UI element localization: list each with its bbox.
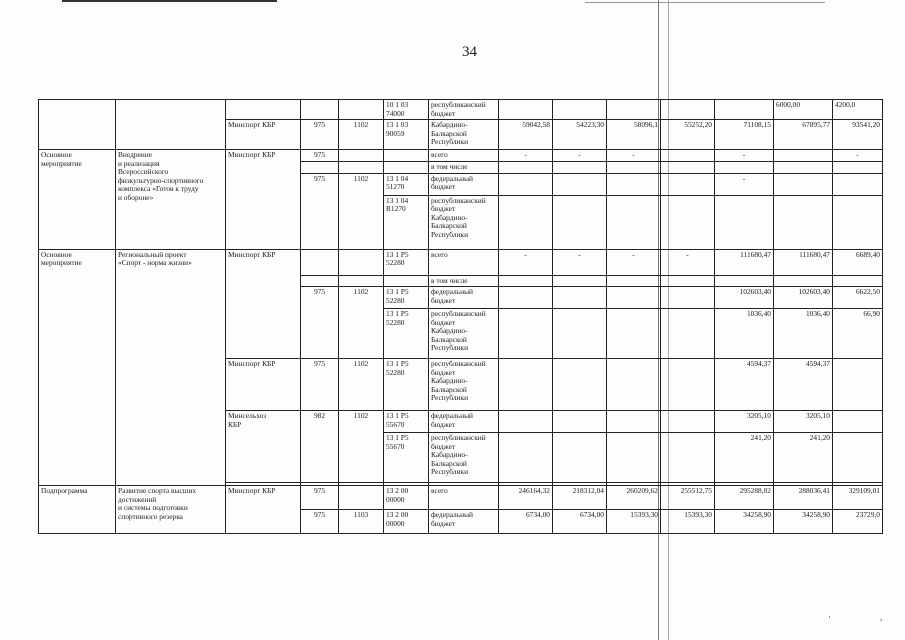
table-row: Минспорт КБР 975 1102 13 1 P5 52280 республиканский бюджет Кабардино- Балкарской Республики 4594,37 4594,37 (39, 359, 883, 411)
budget-table (38, 99, 883, 534)
table-row: Минспорт КБР 975 1102 13 1 03 90059 Кабардино- Балкарской Республики 59042,58 54223,30 58096,1 55252,20 71108,15 67895,77 93541,20 (39, 120, 883, 150)
table-row: Основное мероприятие Внедрение и реализация Всероссийского физкультурно-спортивного комплекса «Готов к труду и обороне» Минспорт КБР 975 всего - - - - - (39, 150, 883, 162)
scan-speck: · (828, 612, 831, 622)
table-row: 975 1103 13 2 00 00000 федеральный бюджет 6734,00 6734,00 15393,30 15393,30 34258,90 34258,90 23729,0 (39, 510, 883, 534)
table-row: Основное мероприятие Региональный проект «Спорт - норма жизни» Минспорт КБР 13 1 P5 52280 всего - - - - 111680,47 111680,47 6689,40 (39, 249, 883, 275)
table-row: 13 1 04 R1270 республиканский бюджет Кабардино- Балкарской Республики (39, 195, 883, 249)
top-rule (62, 0, 277, 2)
table-row: 10 1 03 74000 республиканский бюджет 6000,00 4200,0 (39, 100, 883, 120)
table-row: 13 1 P5 52280 республиканский бюджет Кабардино- Балкарской Республики 1036,40 1036,40 66,90 (39, 309, 883, 359)
top-rule-right (585, 2, 825, 3)
page-number: 34 (462, 44, 477, 60)
scan-speck: , (880, 612, 883, 622)
table-row: Подпрограмма Развитие спорта высших достижений и системы подготовки спортивного резерва Минспорт КБР 975 13 2 00 00000 всего 246164,32 218312,04 260209,62 255512,75 295288,02 288036,41 329109,01 (39, 486, 883, 510)
table-row: 13 1 P5 55670 республиканский бюджет Кабардино- Балкарской Республики 241,20 241,20 (39, 433, 883, 483)
table-row: 975 1102 13 1 04 51270 федеральный бюджет - (39, 173, 883, 195)
table-row: в том числе (39, 162, 883, 174)
table-row: 975 1102 13 1 P5 52280 федеральный бюджет 102603,40 102603,40 6622,50 (39, 287, 883, 309)
table-row: Минсельхоз КБР 982 1102 13 1 P5 55670 федеральный бюджет 3205,10 3205,10 (39, 411, 883, 433)
table-row: в том числе (39, 275, 883, 287)
